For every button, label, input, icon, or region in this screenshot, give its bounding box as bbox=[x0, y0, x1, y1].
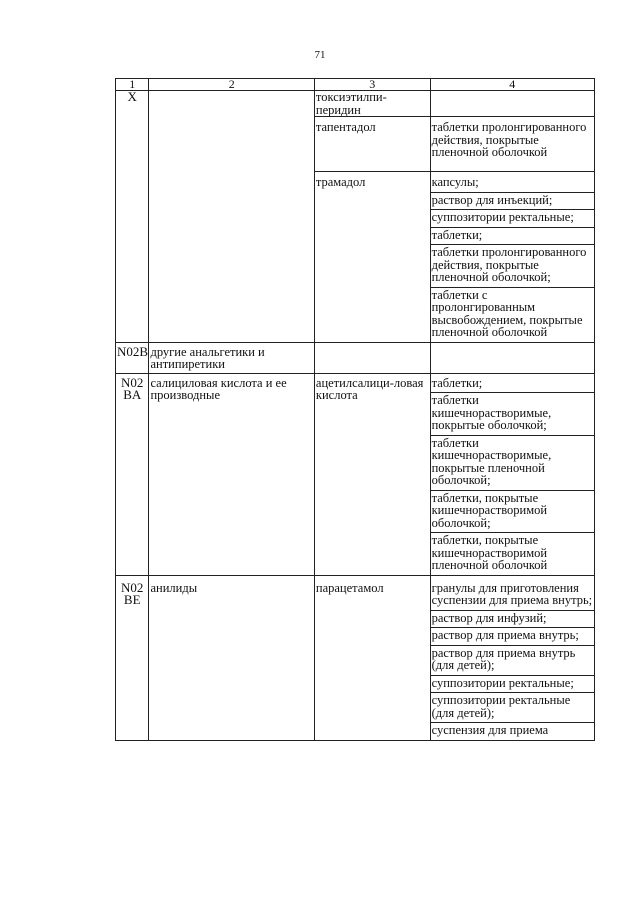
table-row bbox=[116, 373, 595, 575]
atc-code-cell: N02BE bbox=[116, 575, 149, 740]
dosage-forms-cell bbox=[430, 342, 594, 373]
page-number: 71 bbox=[314, 49, 326, 61]
dosage-form: таблетки; bbox=[431, 374, 594, 394]
table-header-row bbox=[116, 79, 595, 91]
atc-code-cell: N02B bbox=[116, 342, 149, 373]
dosage-form: таблетки кишечнорастворимые, покрытые пленочной оболочкой; bbox=[431, 436, 594, 491]
dosage-form: таблетки с пролонгированным высвобождением, покрытые пленочной оболочкой bbox=[431, 287, 583, 339]
dosage-forms-cell bbox=[430, 91, 594, 117]
table-row bbox=[116, 575, 595, 740]
dosage-form: раствор для инфузий; bbox=[431, 611, 594, 629]
dosage-form: таблетки пролонгированного действия, покрытые пленочной оболочкой; bbox=[431, 245, 594, 288]
dosage-form: суппозитории ректальные; bbox=[431, 676, 594, 694]
dosage-form: таблетки кишечнорастворимые, покрытые оболочкой; bbox=[431, 393, 594, 436]
drug-table bbox=[115, 78, 595, 741]
group-name-cell: салициловая кислота и ее производные bbox=[149, 373, 314, 575]
dosage-form: таблетки пролонгированного действия, покрытые пленочной оболочкой bbox=[431, 120, 587, 159]
group-name-cell: другие анальгетики и антипиретики bbox=[149, 342, 314, 373]
group-name-cell bbox=[149, 91, 314, 343]
dosage-forms-cell bbox=[430, 373, 594, 575]
header-cell: 2 bbox=[149, 79, 314, 91]
header-cell: 3 bbox=[314, 79, 430, 91]
header-cell: 1 bbox=[116, 79, 149, 91]
dosage-form: суппозитории ректальные; bbox=[431, 210, 594, 228]
header-cell: 4 bbox=[430, 79, 594, 91]
dosage-form: раствор для инъекций; bbox=[431, 193, 594, 211]
dosage-form: гранулы для приготовления суспензии для приема внутрь; bbox=[431, 576, 594, 611]
drug-name-cell: тапентадол bbox=[314, 117, 430, 172]
dosage-forms-cell bbox=[430, 172, 594, 343]
drug-name-cell: парацетамол bbox=[314, 575, 430, 740]
group-name-cell: анилиды bbox=[149, 575, 314, 740]
dosage-forms-cell bbox=[430, 575, 594, 740]
atc-code-cell: X bbox=[116, 91, 149, 343]
table-row bbox=[116, 91, 595, 117]
dosage-form: суспензия для приема bbox=[431, 723, 549, 737]
atc-code-cell: N02BA bbox=[116, 373, 149, 575]
drug-name-cell bbox=[314, 342, 430, 373]
dosage-form: раствор для приема внутрь; bbox=[431, 628, 594, 646]
dosage-form: суппозитории ректальные (для детей); bbox=[431, 693, 594, 723]
dosage-form: таблетки, покрытые кишечнорастворимой оболочкой; bbox=[431, 491, 594, 534]
dosage-forms-cell bbox=[430, 117, 594, 172]
drug-name-cell: трамадол bbox=[314, 172, 430, 343]
dosage-form: раствор для приема внутрь (для детей); bbox=[431, 646, 594, 676]
dosage-form: таблетки, покрытые кишечнорастворимой пленочной оболочкой bbox=[431, 533, 548, 572]
drug-name-cell: ацетилсалици-ловая кислота bbox=[314, 373, 430, 575]
dosage-form: таблетки; bbox=[431, 228, 594, 246]
dosage-form: капсулы; bbox=[431, 172, 594, 193]
drug-name-cell: токсиэтилпи-перидин bbox=[314, 91, 430, 117]
table-row bbox=[116, 342, 595, 373]
